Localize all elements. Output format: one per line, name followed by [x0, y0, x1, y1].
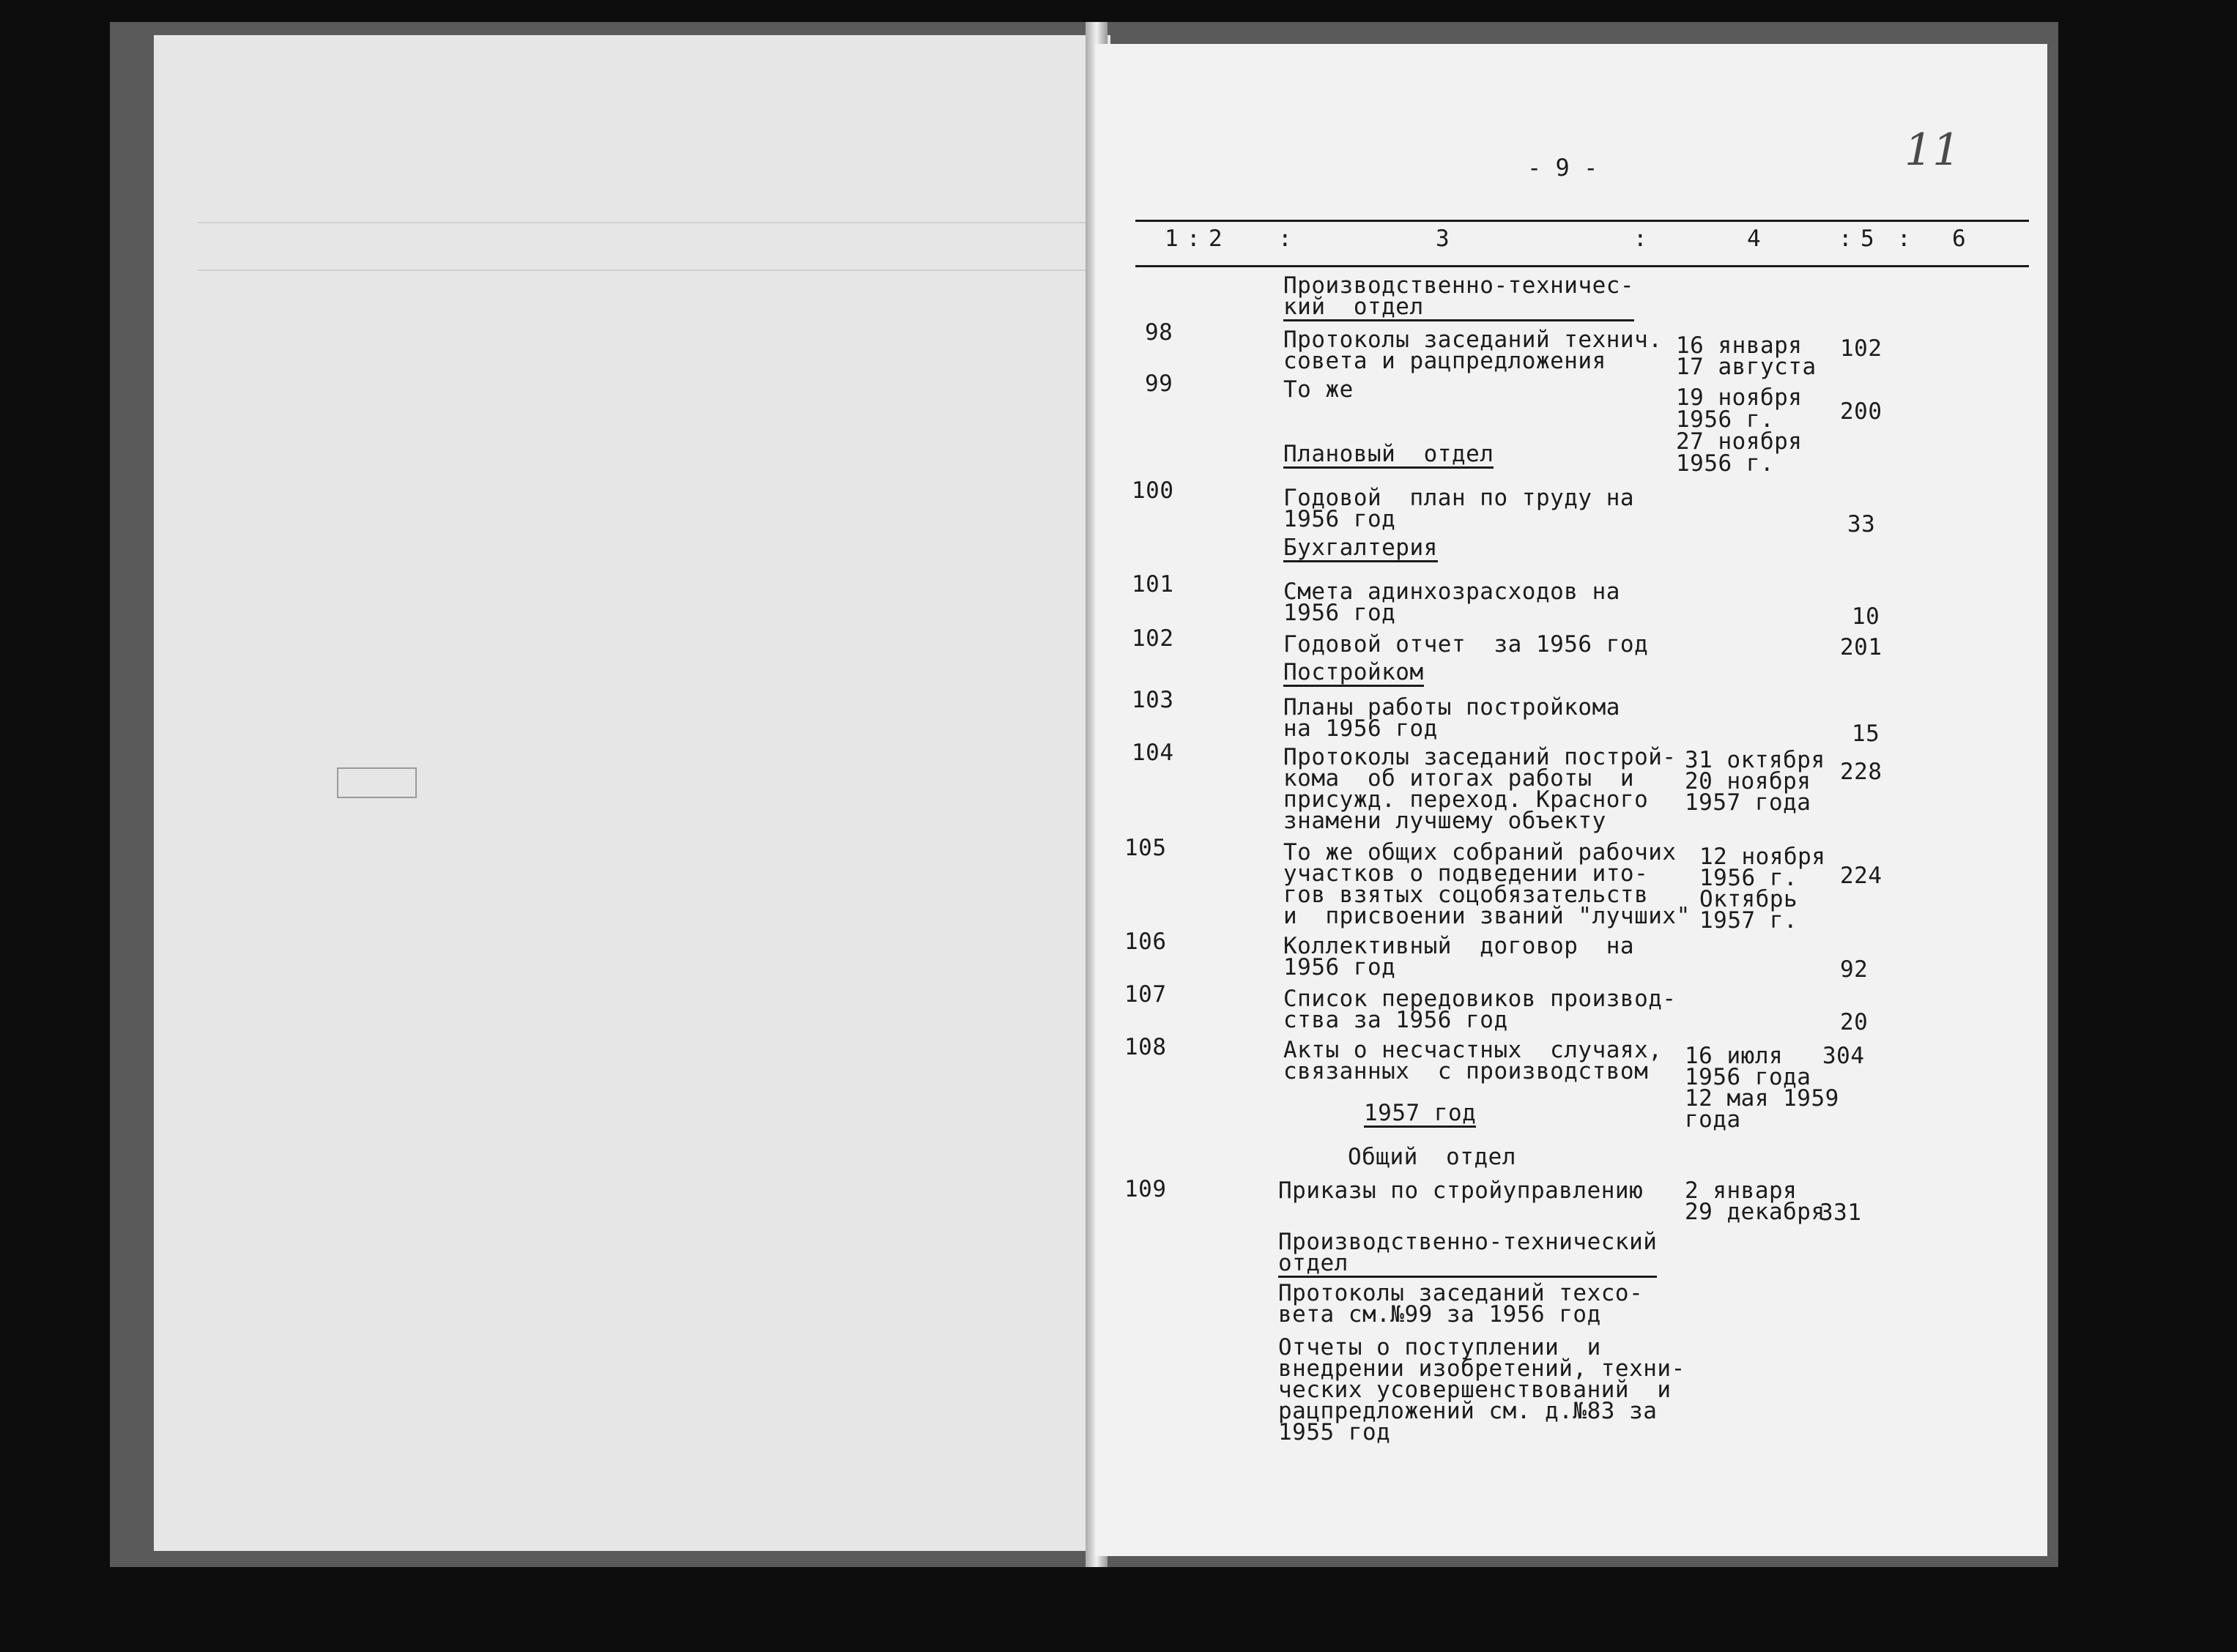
- col-sep: :: [1633, 226, 1648, 252]
- case-title: То же общих собраний рабочих участков о подведении ито- гов взятых соцобязательств и присвоении званий "лучших": [1283, 839, 1691, 929]
- sheet-count: 331: [1819, 1199, 1862, 1226]
- section-heading: Плановый отдел: [1283, 441, 1494, 467]
- col-sep: :: [1839, 226, 1853, 252]
- bleed-through-rule: [198, 222, 1106, 223]
- case-number: 103: [1132, 687, 1174, 713]
- case-title: Годовой отчет за 1956 год: [1283, 631, 1649, 658]
- sheet-count: 10: [1852, 603, 1880, 630]
- col-sep: :: [1187, 226, 1201, 252]
- case-number: 101: [1132, 571, 1174, 598]
- sheet-count: 201: [1840, 634, 1882, 661]
- case-number: 98: [1145, 319, 1173, 346]
- table-top-rule: [1135, 220, 2029, 222]
- case-title: Смета адинхозрасходов на 1956 год: [1283, 578, 1620, 626]
- col-sep: :: [1897, 226, 1912, 252]
- case-number: 104: [1132, 740, 1174, 766]
- sheet-count: 20: [1840, 1009, 1869, 1035]
- col-2: 2: [1209, 226, 1223, 252]
- sheet-count: 228: [1840, 759, 1882, 785]
- sheet-count: 92: [1840, 956, 1869, 983]
- case-number: 109: [1124, 1176, 1167, 1202]
- page-number: - 9 -: [1527, 154, 1598, 182]
- case-title: То же: [1283, 376, 1354, 403]
- col-6: 6: [1952, 226, 1967, 252]
- faint-stamp: [337, 767, 417, 798]
- sheet-count: 224: [1840, 863, 1882, 889]
- col-1: 1: [1165, 226, 1179, 252]
- table-header-rule: [1135, 265, 2029, 267]
- case-title: Акты о несчастных случаях, связанных с производством: [1283, 1037, 1663, 1084]
- sheet-count: 102: [1840, 335, 1882, 362]
- sheet-count: 15: [1852, 721, 1880, 747]
- case-title: Приказы по стройуправлению: [1278, 1177, 1644, 1204]
- case-dates: 2 января 29 декабря: [1685, 1177, 1825, 1225]
- case-title: Протоколы заседаний технич. совета и рацпредложения: [1283, 327, 1663, 374]
- section-heading: Бухгалтерия: [1283, 535, 1438, 561]
- case-number: 105: [1124, 835, 1167, 861]
- case-title: Годовой план по труду на 1956 год: [1283, 485, 1635, 532]
- sheet-count: 33: [1847, 511, 1876, 537]
- col-sep: :: [1278, 226, 1293, 252]
- left-page: [154, 35, 1110, 1551]
- bleed-through-rule: [198, 269, 1106, 271]
- case-dates: 16 июля 1956 года 12 мая 1959 года: [1685, 1043, 1839, 1133]
- case-title: Планы работы постройкома на 1956 год: [1283, 694, 1620, 742]
- section-heading: Постройком: [1283, 659, 1424, 685]
- case-number: 99: [1145, 371, 1173, 397]
- case-dates: 16 января 17 августа: [1676, 332, 1817, 380]
- case-dates: 19 ноября 1956 г. 27 ноября 1956 г.: [1676, 384, 1803, 477]
- case-dates: 31 октября 20 ноября 1957 года: [1685, 747, 1825, 816]
- case-dates: 12 ноября 1956 г. Октябрь 1957 г.: [1699, 844, 1826, 934]
- col-4: 4: [1747, 226, 1762, 252]
- case-number: 108: [1124, 1034, 1167, 1060]
- col-3: 3: [1436, 226, 1450, 252]
- case-number: 106: [1124, 929, 1167, 955]
- sheet-count: 200: [1840, 398, 1882, 425]
- case-title: Отчеты о поступлении и внедрении изобретений, техни- ческих усовершенствований и рацпредложений см. д.№83 за 1955 год: [1278, 1334, 1685, 1446]
- case-title: Протоколы заседаний построй- кома об итогах работы и присужд. переход. Красного знамени лучшему объекту: [1283, 744, 1677, 834]
- subsection-heading: Общий отдел: [1348, 1144, 1516, 1170]
- handwritten-folio-number: 11: [1904, 124, 1961, 176]
- section-heading: Производственно-технический отдел: [1278, 1229, 1658, 1276]
- case-number: 107: [1124, 981, 1167, 1008]
- case-number: 100: [1132, 477, 1174, 504]
- sheet-count: 304: [1822, 1043, 1865, 1069]
- col-5: 5: [1861, 226, 1875, 252]
- case-title: Список передовиков производ- ства за 1956 год: [1283, 986, 1677, 1033]
- case-number: 102: [1132, 625, 1174, 652]
- section-heading: Производственно-техничес- кий отдел: [1283, 272, 1635, 320]
- case-title: Протоколы заседаний техсо- вета см.№99 за 1956 год: [1278, 1280, 1644, 1328]
- case-title: Коллективный договор на 1956 год: [1283, 933, 1635, 981]
- year-heading: 1957 год: [1364, 1100, 1477, 1126]
